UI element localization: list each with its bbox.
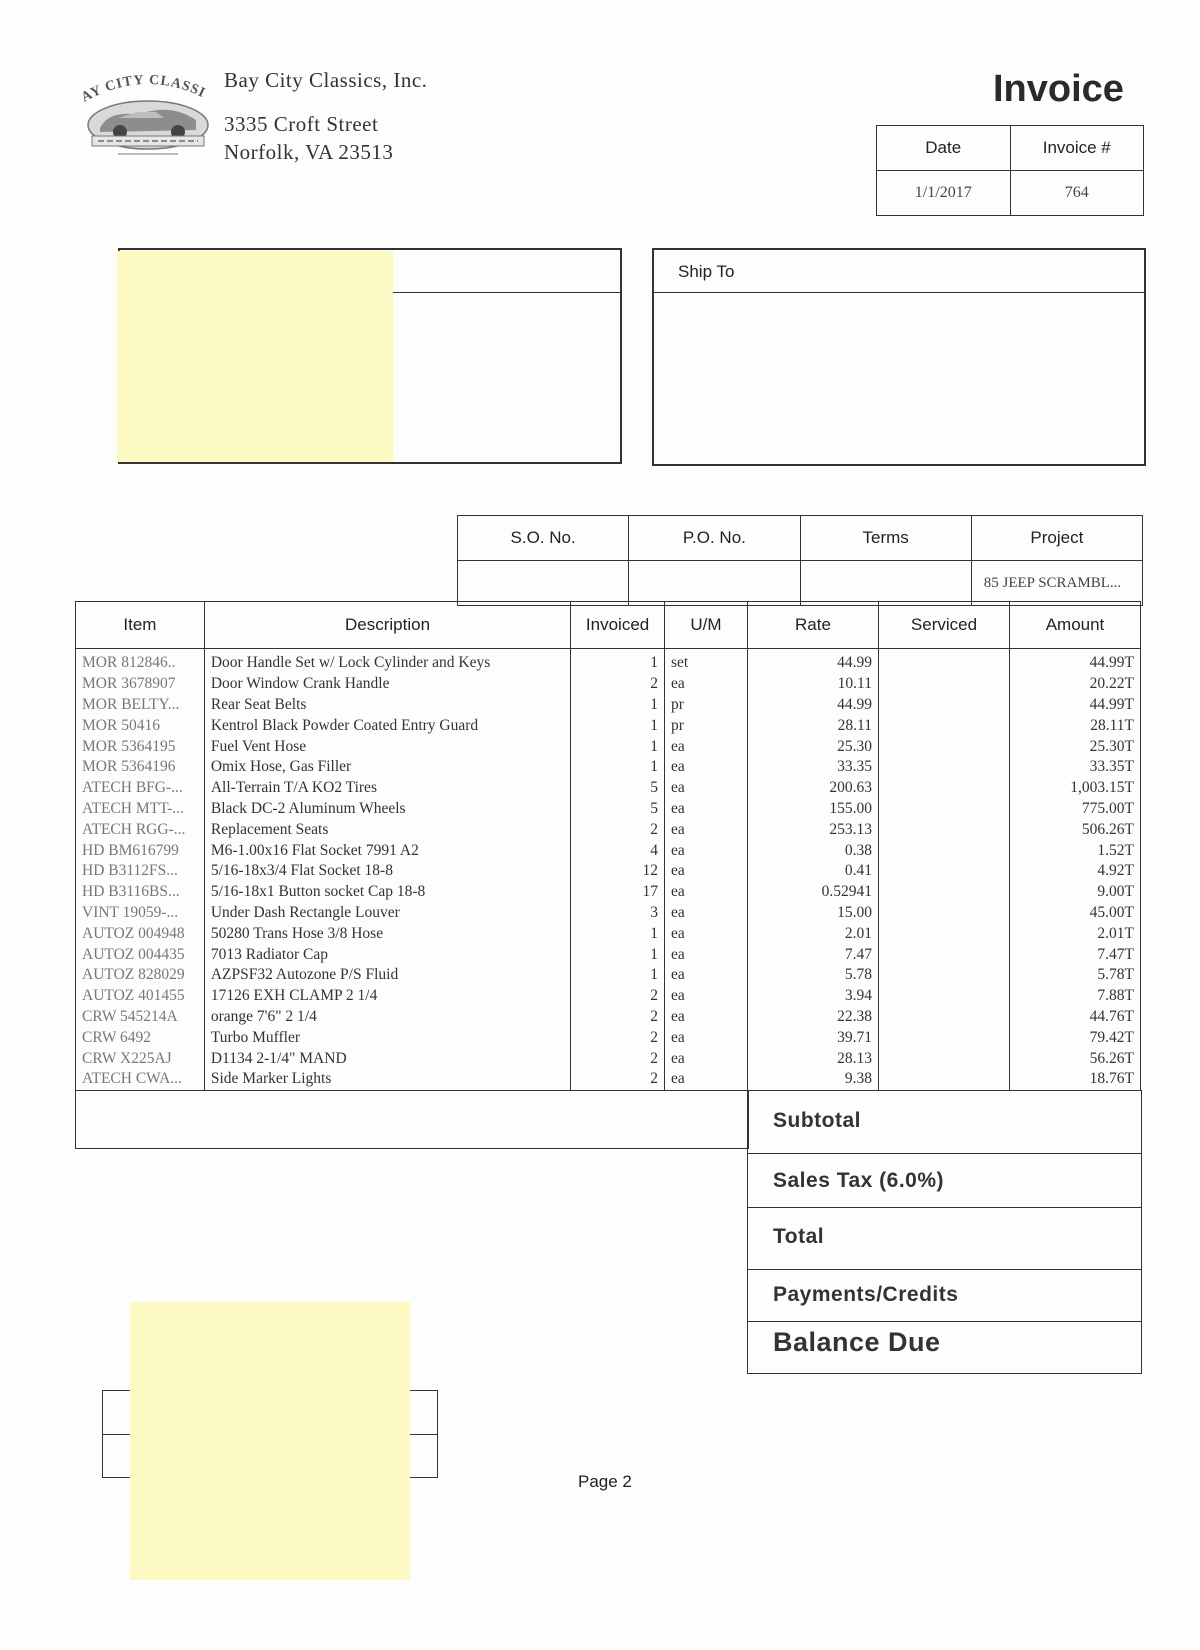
amount-cell: 45.00T [1009, 903, 1140, 924]
terms-header: Terms [800, 516, 971, 561]
item-code-cell: AUTOZ 004435 [76, 944, 205, 965]
amount-cell: 33.35T [1009, 757, 1140, 778]
rate-cell: 5.78 [748, 965, 879, 986]
ship-to-label: Ship To [678, 262, 735, 281]
redaction-bottom [130, 1302, 410, 1580]
rate-cell: 0.41 [748, 861, 879, 882]
sales-tax-label: Sales Tax (6.0%) [773, 1169, 945, 1192]
company-name: Bay City Classics, Inc. [224, 68, 428, 92]
table-row [76, 695, 1141, 716]
total-row [748, 1209, 1141, 1270]
payments-credits-label: Payments/Credits [773, 1283, 959, 1306]
um-cell: ea [664, 1027, 747, 1048]
svg-text:BAY CITY CLASSICS [78, 70, 208, 106]
invoiced-qty-cell: 1 [571, 649, 665, 674]
item-code-cell: VINT 19059-... [76, 903, 205, 924]
item-code-cell: ATECH RGG-... [76, 819, 205, 840]
description-cell: Under Dash Rectangle Louver [204, 903, 570, 924]
logo-text: AY CITY CLASSI [78, 72, 208, 106]
um-cell: set [664, 649, 747, 674]
amount-cell: 9.00T [1009, 882, 1140, 903]
table-row [76, 757, 1141, 778]
serviced-cell [878, 965, 1009, 986]
serviced-cell [878, 649, 1009, 674]
serviced-cell [878, 799, 1009, 820]
serviced-cell [878, 903, 1009, 924]
company-address-line1: 3335 Croft Street [224, 112, 379, 136]
amount-cell: 44.99T [1009, 649, 1140, 674]
description-cell: AZPSF32 Autozone P/S Fluid [204, 965, 570, 986]
date-header: Date [877, 126, 1011, 171]
description-cell: M6-1.00x16 Flat Socket 7991 A2 [204, 840, 570, 861]
table-row [76, 903, 1141, 924]
rate-cell: 44.99 [748, 649, 879, 674]
table-row [76, 715, 1141, 736]
amount-cell: 25.30T [1009, 736, 1140, 757]
ship-to-box [652, 248, 1146, 466]
rate-cell: 25.30 [748, 736, 879, 757]
invoice-title: Invoice [993, 68, 1124, 110]
item-code-cell: MOR BELTY... [76, 695, 205, 716]
item-code-cell: CRW 6492 [76, 1027, 205, 1048]
description-cell: Side Marker Lights [204, 1069, 570, 1090]
table-row [76, 649, 1141, 674]
rate-cell: 3.94 [748, 986, 879, 1007]
description-cell: All-Terrain T/A KO2 Tires [204, 778, 570, 799]
amount-cell: 7.88T [1009, 986, 1140, 1007]
item-code-cell: MOR 812846.. [76, 649, 205, 674]
item-code-cell: HD BM616799 [76, 840, 205, 861]
table-row [76, 944, 1141, 965]
invoiced-qty-cell: 12 [571, 861, 665, 882]
serviced-cell [878, 882, 1009, 903]
item-code-cell: MOR 50416 [76, 715, 205, 736]
memo-box [75, 1090, 749, 1149]
table-row [76, 861, 1141, 882]
um-cell: ea [664, 861, 747, 882]
invoice-meta-table [876, 125, 1144, 216]
description-cell: Fuel Vent Hose [204, 736, 570, 757]
serviced-cell [878, 757, 1009, 778]
serviced-cell [878, 778, 1009, 799]
um-cell: ea [664, 944, 747, 965]
serviced-column-header: Serviced [878, 602, 1009, 649]
table-row [76, 1048, 1141, 1069]
invoiced-qty-cell: 1 [571, 923, 665, 944]
company-address-line2: Norfolk, VA 23513 [224, 140, 394, 164]
description-cell: D1134 2-1/4" MAND [204, 1048, 570, 1069]
balance-due-label: Balance Due [773, 1327, 941, 1357]
amount-cell: 1,003.15T [1009, 778, 1140, 799]
project-header: Project [971, 516, 1142, 561]
subtotal-label: Subtotal [773, 1109, 861, 1132]
amount-cell: 44.99T [1009, 695, 1140, 716]
amount-cell: 44.76T [1009, 1007, 1140, 1028]
description-cell: Kentrol Black Powder Coated Entry Guard [204, 715, 570, 736]
serviced-cell [878, 819, 1009, 840]
order-info-table [457, 515, 1143, 606]
um-cell: ea [664, 819, 747, 840]
um-cell: ea [664, 965, 747, 986]
amount-cell: 2.01T [1009, 923, 1140, 944]
item-code-cell: ATECH CWA... [76, 1069, 205, 1090]
rate-cell: 15.00 [748, 903, 879, 924]
description-cell: 50280 Trans Hose 3/8 Hose [204, 923, 570, 944]
table-row [76, 1069, 1141, 1090]
item-code-cell: HD B3116BS... [76, 882, 205, 903]
table-row [76, 923, 1141, 944]
serviced-cell [878, 1048, 1009, 1069]
serviced-cell [878, 923, 1009, 944]
description-cell: Door Window Crank Handle [204, 674, 570, 695]
amount-cell: 18.76T [1009, 1069, 1140, 1090]
invoiced-qty-cell: 1 [571, 736, 665, 757]
serviced-cell [878, 986, 1009, 1007]
invoiced-qty-cell: 3 [571, 903, 665, 924]
table-row [76, 840, 1141, 861]
item-column-header: Item [76, 602, 205, 649]
totals-box [747, 1090, 1142, 1374]
invoiced-qty-cell: 1 [571, 944, 665, 965]
serviced-cell [878, 736, 1009, 757]
po-number-value [629, 561, 800, 606]
invoiced-qty-cell: 5 [571, 799, 665, 820]
description-cell: Turbo Muffler [204, 1027, 570, 1048]
rate-cell: 0.38 [748, 840, 879, 861]
um-cell: ea [664, 903, 747, 924]
invoiced-qty-cell: 1 [571, 757, 665, 778]
invoice-date: 1/1/2017 [877, 171, 1011, 216]
invoiced-qty-cell: 1 [571, 965, 665, 986]
item-code-cell: MOR 5364195 [76, 736, 205, 757]
total-label: Total [773, 1225, 825, 1248]
line-items-table [75, 601, 1141, 1091]
item-code-cell: ATECH MTT-... [76, 799, 205, 820]
rate-cell: 28.11 [748, 715, 879, 736]
rate-cell: 9.38 [748, 1069, 879, 1090]
um-cell: ea [664, 1048, 747, 1069]
amount-cell: 1.52T [1009, 840, 1140, 861]
um-cell: pr [664, 715, 747, 736]
project-value: 85 JEEP SCRAMBL... [971, 561, 1142, 606]
invoiced-column-header: Invoiced [571, 602, 665, 649]
table-row [76, 778, 1141, 799]
um-cell: ea [664, 1007, 747, 1028]
subtotal-row [748, 1091, 1141, 1154]
um-cell: ea [664, 1069, 747, 1090]
invoiced-qty-cell: 2 [571, 1007, 665, 1028]
rate-cell: 0.52941 [748, 882, 879, 903]
item-code-cell: MOR 5364196 [76, 757, 205, 778]
item-code-cell: AUTOZ 004948 [76, 923, 205, 944]
redaction-bill-to [117, 251, 393, 462]
serviced-cell [878, 944, 1009, 965]
um-cell: ea [664, 736, 747, 757]
um-cell: ea [664, 778, 747, 799]
amount-cell: 4.92T [1009, 861, 1140, 882]
payments-row [748, 1271, 1141, 1322]
item-code-cell: CRW X225AJ [76, 1048, 205, 1069]
um-cell: ea [664, 799, 747, 820]
amount-cell: 5.78T [1009, 965, 1140, 986]
description-cell: Omix Hose, Gas Filler [204, 757, 570, 778]
rate-cell: 44.99 [748, 695, 879, 716]
table-row [76, 1027, 1141, 1048]
description-cell: orange 7'6" 2 1/4 [204, 1007, 570, 1028]
invoiced-qty-cell: 2 [571, 1069, 665, 1090]
table-row [76, 882, 1141, 903]
description-cell: 7013 Radiator Cap [204, 944, 570, 965]
invoiced-qty-cell: 2 [571, 986, 665, 1007]
sales-tax-row [748, 1155, 1141, 1208]
um-cell: ea [664, 757, 747, 778]
invoiced-qty-cell: 2 [571, 674, 665, 695]
serviced-cell [878, 1027, 1009, 1048]
item-code-cell: CRW 545214A [76, 1007, 205, 1028]
rate-cell: 10.11 [748, 674, 879, 695]
invoiced-qty-cell: 2 [571, 1048, 665, 1069]
serviced-cell [878, 674, 1009, 695]
rate-cell: 253.13 [748, 819, 879, 840]
rate-cell: 155.00 [748, 799, 879, 820]
table-row [76, 799, 1141, 820]
item-code-cell: HD B3112FS... [76, 861, 205, 882]
um-cell: ea [664, 674, 747, 695]
um-cell: ea [664, 923, 747, 944]
um-cell: ea [664, 840, 747, 861]
amount-cell: 79.42T [1009, 1027, 1140, 1048]
amount-column-header: Amount [1009, 602, 1140, 649]
serviced-cell [878, 840, 1009, 861]
invoiced-qty-cell: 2 [571, 1027, 665, 1048]
serviced-cell [878, 1069, 1009, 1090]
description-column-header: Description [204, 602, 570, 649]
table-row [76, 736, 1141, 757]
description-cell: Black DC-2 Aluminum Wheels [204, 799, 570, 820]
item-code-cell: AUTOZ 401455 [76, 986, 205, 1007]
description-cell: Rear Seat Belts [204, 695, 570, 716]
description-cell: 17126 EXH CLAMP 2 1/4 [204, 986, 570, 1007]
serviced-cell [878, 715, 1009, 736]
um-cell: pr [664, 695, 747, 716]
rate-cell: 7.47 [748, 944, 879, 965]
company-logo [78, 70, 218, 165]
invoiced-qty-cell: 5 [571, 778, 665, 799]
terms-value [800, 561, 971, 606]
amount-cell: 7.47T [1009, 944, 1140, 965]
table-row [76, 986, 1141, 1007]
um-cell: ea [664, 986, 747, 1007]
description-cell: 5/16-18x1 Button socket Cap 18-8 [204, 882, 570, 903]
invoiced-qty-cell: 17 [571, 882, 665, 903]
table-row [76, 674, 1141, 695]
amount-cell: 20.22T [1009, 674, 1140, 695]
description-cell: Door Handle Set w/ Lock Cylinder and Keys [204, 649, 570, 674]
rate-cell: 2.01 [748, 923, 879, 944]
page-number: Page 2 [578, 1472, 632, 1491]
rate-cell: 200.63 [748, 778, 879, 799]
invoiced-qty-cell: 2 [571, 819, 665, 840]
description-cell: 5/16-18x3/4 Flat Socket 18-8 [204, 861, 570, 882]
item-code-cell: AUTOZ 828029 [76, 965, 205, 986]
rate-cell: 28.13 [748, 1048, 879, 1069]
invoiced-qty-cell: 1 [571, 695, 665, 716]
serviced-cell [878, 1007, 1009, 1028]
um-column-header: U/M [664, 602, 747, 649]
invoice-number-header: Invoice # [1010, 126, 1144, 171]
serviced-cell [878, 861, 1009, 882]
rate-cell: 33.35 [748, 757, 879, 778]
po-number-header: P.O. No. [629, 516, 800, 561]
so-number-value [458, 561, 629, 606]
description-cell: Replacement Seats [204, 819, 570, 840]
amount-cell: 28.11T [1009, 715, 1140, 736]
rate-column-header: Rate [748, 602, 879, 649]
serviced-cell [878, 695, 1009, 716]
table-row [76, 1007, 1141, 1028]
amount-cell: 775.00T [1009, 799, 1140, 820]
um-cell: ea [664, 882, 747, 903]
item-code-cell: ATECH BFG-... [76, 778, 205, 799]
invoiced-qty-cell: 4 [571, 840, 665, 861]
rate-cell: 22.38 [748, 1007, 879, 1028]
table-row [76, 965, 1141, 986]
invoiced-qty-cell: 1 [571, 715, 665, 736]
table-row [76, 819, 1141, 840]
amount-cell: 56.26T [1009, 1048, 1140, 1069]
rate-cell: 39.71 [748, 1027, 879, 1048]
amount-cell: 506.26T [1009, 819, 1140, 840]
so-number-header: S.O. No. [458, 516, 629, 561]
invoice-number: 764 [1010, 171, 1144, 216]
item-code-cell: MOR 3678907 [76, 674, 205, 695]
